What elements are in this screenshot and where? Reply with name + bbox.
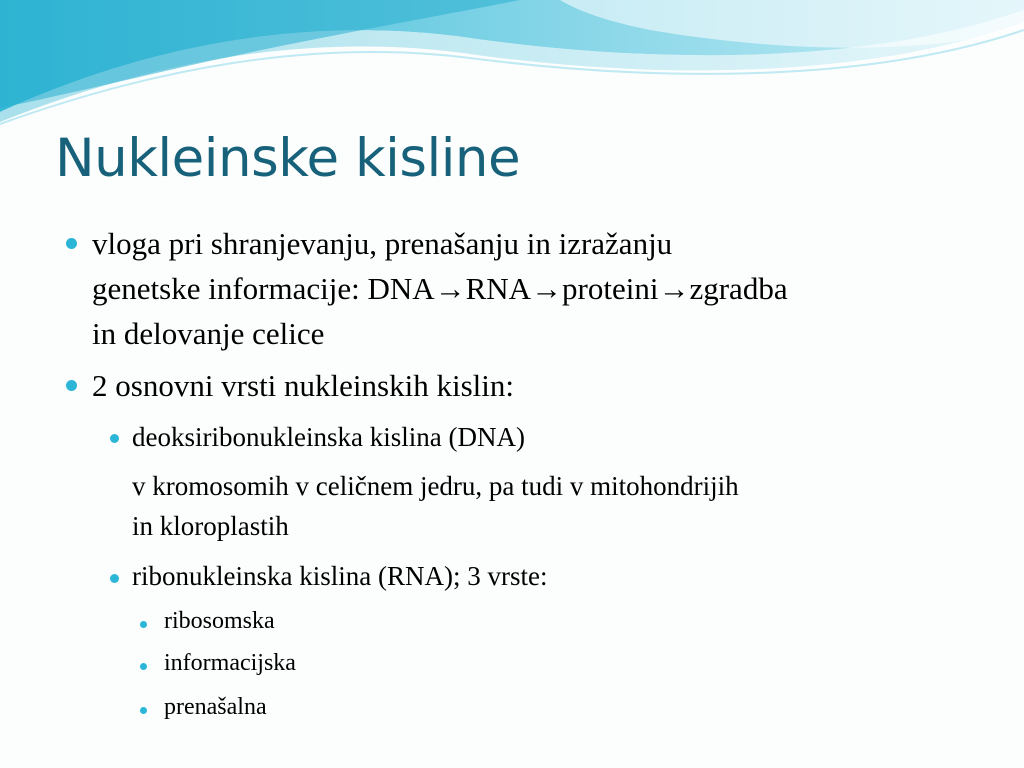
dna-desc-line2: in kloroplastih [132, 511, 289, 541]
item2-text: 2 osnovni vrsti nukleinskih kislin: [92, 368, 514, 403]
bullet-dot [140, 663, 147, 670]
rna-type-ribosomska: ribosomska [164, 608, 275, 634]
item1-line2: genetske informacije: DNA→RNA→proteini→zgradba [92, 271, 788, 306]
rna-label: ribonukleinska kislina (RNA); 3 vrste: [132, 561, 548, 591]
bullet-dot [66, 238, 77, 249]
bullet-dot [140, 707, 147, 714]
dna-label: deoksiribonukleinska kislina (DNA) [132, 422, 525, 452]
dna-desc-line1: v kromosomih v celičnem jedru, pa tudi v mitohondrijih [132, 471, 739, 501]
rna-type-informacijska: informacijska [164, 650, 296, 676]
slide-title: Nukleinske kisline [55, 128, 521, 189]
bullet-dot [66, 380, 77, 391]
item1-line3: in delovanje celice [92, 316, 325, 351]
rna-type-prenasalna: prenašalna [164, 694, 267, 720]
bullet-dot [140, 621, 147, 628]
bullet-dot [110, 574, 119, 583]
item1-line1: vloga pri shranjevanju, prenašanju in izražanju [92, 226, 673, 261]
bullet-dot [110, 434, 119, 443]
